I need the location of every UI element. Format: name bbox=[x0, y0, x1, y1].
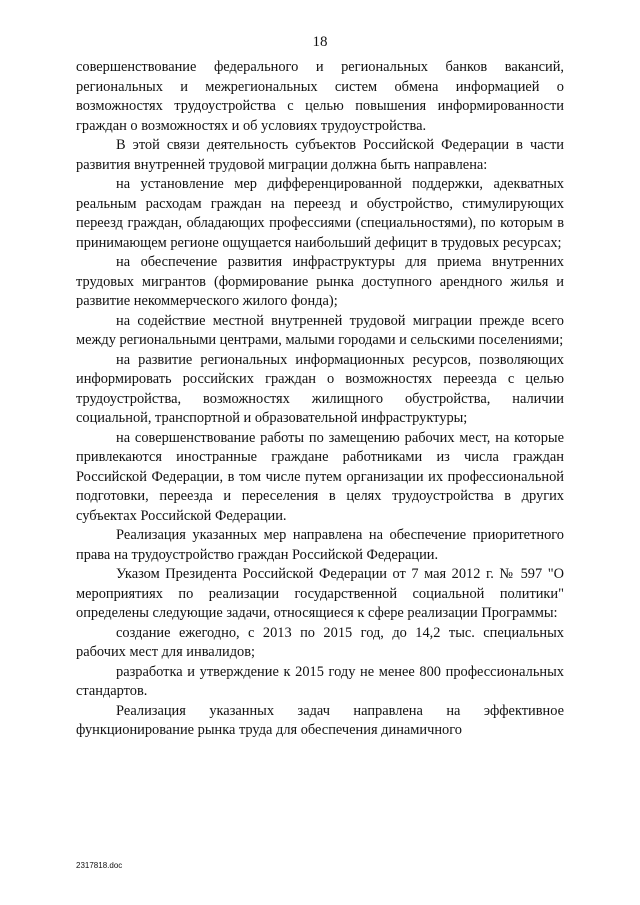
footer-filename: 2317818.doc bbox=[76, 861, 123, 870]
paragraph-1: совершенствование федерального и региональных банков вакансий, региональных и межрегиональных систем обмена информацией о возможностях трудоустройства с целью повышения информированности граждан о возможностях и об условиях трудоустройства. bbox=[76, 59, 564, 134]
paragraph-7: на совершенствование работы по замещению рабочих мест, на которые привлекаются иностранные граждане работниками из числа граждан Российской Федерации, в том числе путем организации их профессиональной подготовки, переезда и переселения в целях трудоустройства в других субъектах Российской Федерации. bbox=[76, 429, 564, 524]
paragraph-2: В этой связи деятельность субъектов Российской Федерации в части развития внутренней трудовой миграции должна быть направлена: bbox=[76, 137, 564, 173]
paragraph-10: создание ежегодно, с 2013 по 2015 год, до 14,2 тыс. специальных рабочих мест для инвалидов; bbox=[76, 624, 564, 660]
paragraph-8: Реализация указанных мер направлена на обеспечение приоритетного права на трудоустройство граждан Российской Федерации. bbox=[76, 527, 564, 563]
paragraph-4: на обеспечение развития инфраструктуры для приема внутренних трудовых мигрантов (формирование рынка доступного арендного жилья и развитие некоммерческого жилого фонда); bbox=[76, 254, 564, 309]
paragraph-6: на развитие региональных информационных ресурсов, позволяющих информировать российских граждан о возможностях переезда с целью трудоустройства, возможностях жилищного обустройства, наличии социальной, транспортной и образовательной инфраструктуры; bbox=[76, 351, 564, 426]
paragraph-3: на установление мер дифференцированной поддержки, адекватных реальным расходам граждан на переезд и обустройство, стимулирующих переезд граждан, обладающих профессиями (специальностями), по которым в принимающем регионе ощущается наибольший дефицит в трудовых ресурсах; bbox=[76, 176, 564, 251]
paragraph-5: на содействие местной внутренней трудовой миграции прежде всего между региональными центрами, малыми городами и сельскими поселениями; bbox=[76, 312, 564, 348]
page-number: 18 bbox=[312, 34, 328, 50]
paragraph-12: Реализация указанных задач направлена на эффективное функционирование рынка труда для обеспечения динамичного bbox=[76, 702, 564, 738]
paragraph-9: Указом Президента Российской Федерации от 7 мая 2012 г. № 597 "О мероприятиях по реализации государственной социальной политики" определены следующие задачи, относящиеся к сфере реализации Программы: bbox=[76, 566, 564, 621]
paragraph-11: разработка и утверждение к 2015 году не менее 800 профессиональных стандартов. bbox=[76, 663, 564, 699]
document-body bbox=[76, 58, 564, 741]
